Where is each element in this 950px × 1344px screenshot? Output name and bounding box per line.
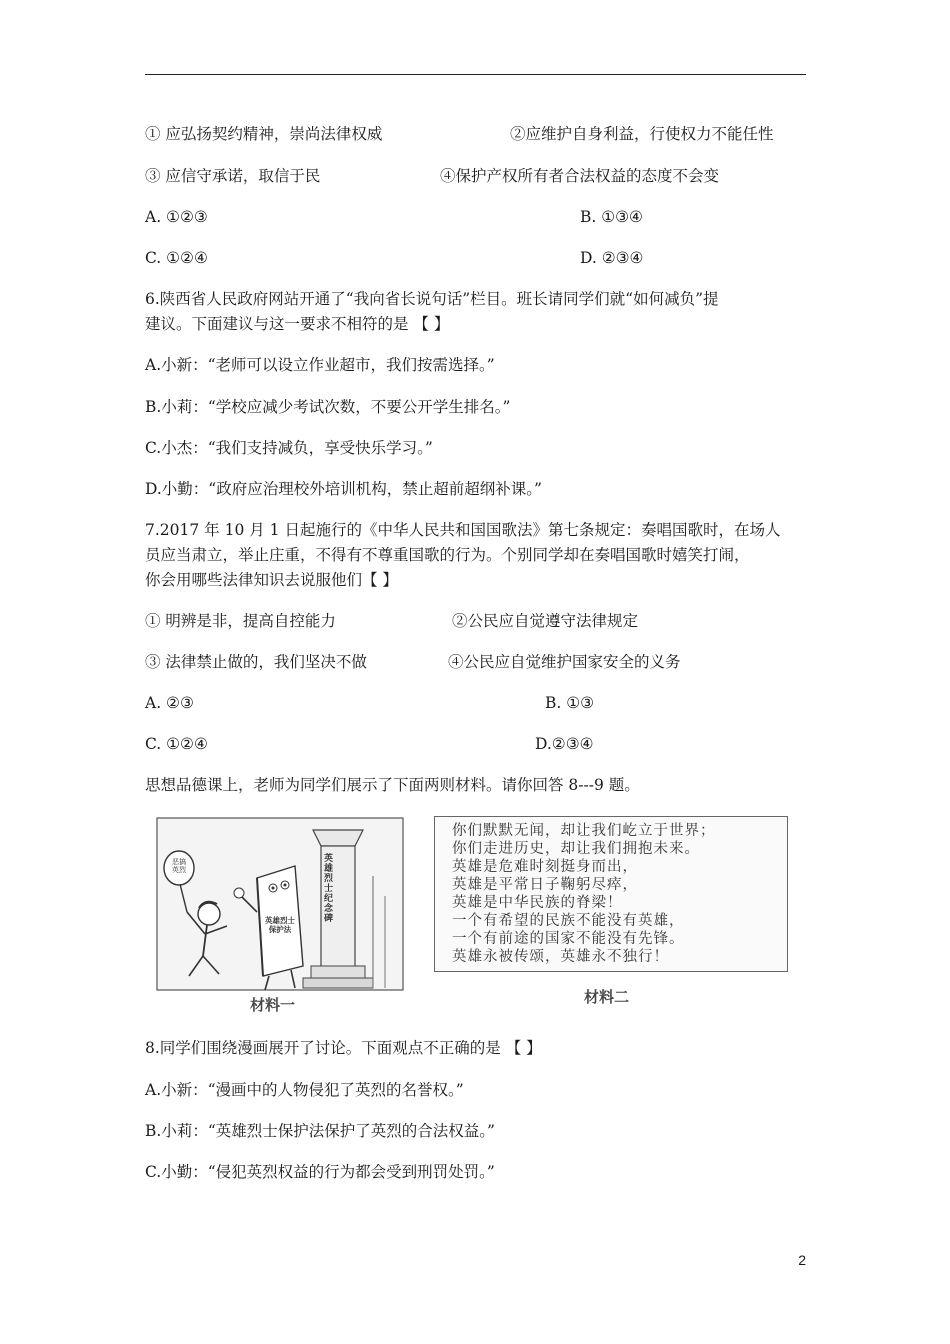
material-two-figure	[434, 816, 790, 1016]
sign-label: 恶搞英烈	[172, 858, 186, 874]
q6-choice-c: C.小杰：“我们支持减负，享受快乐学习。”	[145, 439, 433, 457]
q8-choice-c: C.小勤：“侵犯英烈权益的行为都会受到刑罚处罚。”	[145, 1163, 495, 1181]
materials-intro: 思想品德课上，老师为同学们展示了下面两则材料。请你回答 8---9 题。	[145, 776, 640, 794]
q7-choice-d: D.②③④	[535, 735, 594, 753]
poem-line: 英雄是危难时刻挺身而出，	[452, 859, 638, 875]
q7-choice-a: A. ②③	[145, 694, 194, 712]
page-number: 2	[798, 1252, 806, 1268]
law-book-label: 英雄烈士保护法	[265, 916, 295, 934]
q8-stem: 8.同学们围绕漫画展开了讨论。下面观点不正确的是 【 】	[145, 1039, 542, 1057]
q5-option-2: ②应维护自身利益，行使权力不能任性	[510, 125, 774, 143]
q7-stem-line-3: 你会用哪些法律知识去说服他们【 】	[145, 571, 398, 589]
q6-choice-a: A.小新：“老师可以设立作业超市，我们按需选择。”	[145, 356, 495, 374]
poem-line: 你们默默无闻，却让我们屹立于世界；	[452, 823, 716, 839]
q7-option-3: ③ 法律禁止做的，我们坚决不做	[145, 653, 367, 671]
q7-choice-c: C. ①②④	[145, 735, 208, 753]
q6-choice-b: B.小莉：“学校应减少考试次数，不要公开学生排名。”	[145, 398, 511, 416]
header-rule	[145, 74, 806, 75]
q7-stem-line-1: 7.2017 年 10 月 1 日起施行的《中华人民共和国国歌法》第七条规定：奏唱国歌时，在场人	[145, 521, 781, 539]
q6-choice-d: D.小勤：“政府应治理校外培训机构，禁止超前超纲补课。”	[145, 480, 542, 498]
poem-line: 英雄是中华民族的脊梁！	[452, 895, 623, 911]
q5-choice-a: A. ①②③	[145, 208, 208, 226]
q5-option-3: ③ 应信守承诺，取信于民	[145, 167, 321, 185]
q5-choice-b: B. ①③④	[580, 208, 643, 226]
q6-stem-line-2: 建议。下面建议与这一要求不相符的是 【 】	[145, 315, 450, 333]
poem-line: 一个有希望的民族不能没有英雄，	[452, 913, 685, 929]
q7-option-1: ① 明辨是非，提高自控能力	[145, 612, 336, 630]
q7-choice-b: B. ①③	[545, 694, 595, 712]
material-two-caption: 材料二	[584, 988, 630, 1006]
q8-choice-b: B.小莉：“英雄烈士保护法保护了英烈的合法权益。”	[145, 1122, 495, 1140]
poem-line: 你们走进历史，却让我们拥抱未来。	[452, 841, 700, 857]
q5-choice-d: D. ②③④	[580, 249, 644, 267]
q7-stem-line-2: 员应当肃立，举止庄重，不得有不尊重国歌的行为。个别同学却在奏唱国歌时嬉笑打闹，	[145, 546, 750, 564]
poem-line: 英雄永被传颂，英雄永不独行！	[452, 949, 669, 965]
q8-choice-a: A.小新：“漫画中的人物侵犯了英烈的名誉权。”	[145, 1081, 464, 1099]
material-one-caption: 材料一	[250, 996, 296, 1014]
poem-line: 一个有前途的国家不能没有先锋。	[452, 931, 685, 947]
q6-stem-line-1: 6.陕西省人民政府网站开通了“我向省长说句话”栏目。班长请同学们就“如何减负”提	[145, 290, 719, 308]
q7-option-4: ④公民应自觉维护国家安全的义务	[448, 653, 681, 671]
q5-option-4: ④保护产权所有者合法权益的态度不会变	[440, 167, 720, 185]
poem-line: 英雄是平常日子鞠躬尽瘁，	[452, 877, 638, 893]
q5-option-1: ① 应弘扬契约精神，崇尚法律权威	[145, 125, 383, 143]
q7-option-2: ②公民应自觉遵守法律规定	[452, 612, 639, 630]
material-one-figure	[145, 816, 407, 1016]
q5-choice-c: C. ①②④	[145, 249, 208, 267]
monument-inscription: 英雄烈士纪念碑	[324, 854, 334, 924]
